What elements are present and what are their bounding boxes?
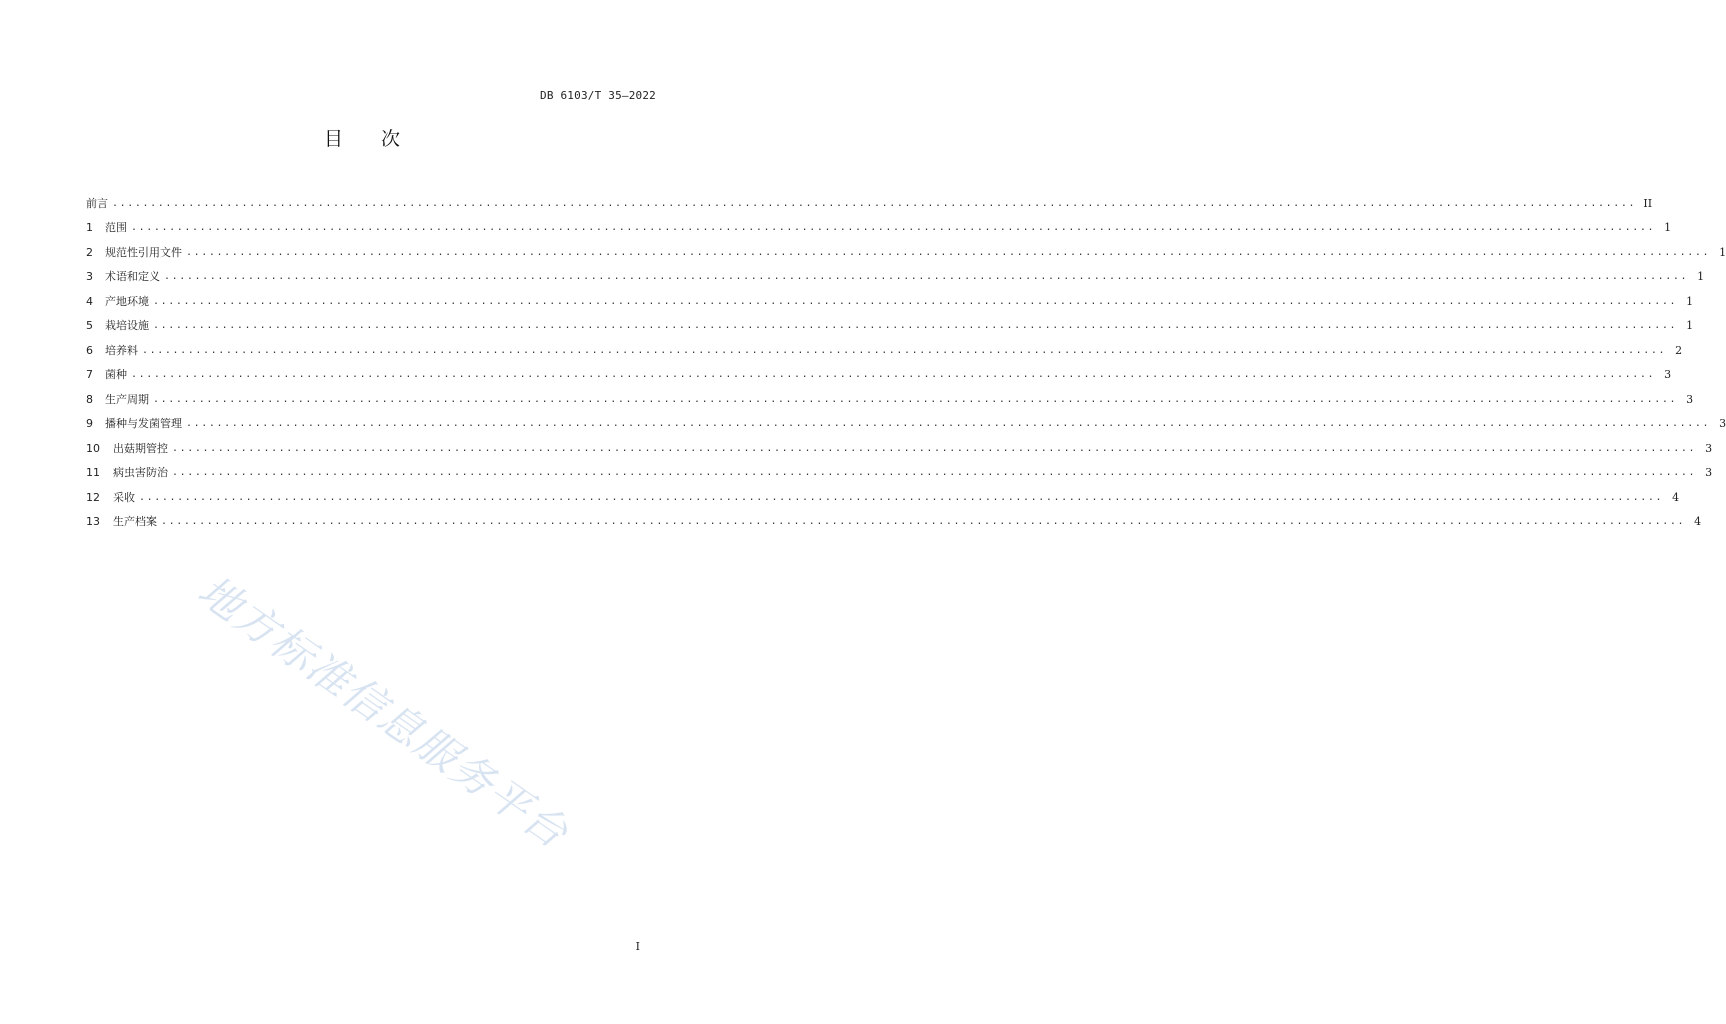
dot-leader: ........................................................................................................................................................................................................ (172, 467, 1697, 478)
toc-entry-number: 1 (86, 221, 93, 234)
toc-entry-number: 3 (86, 270, 93, 283)
toc-entry-label: 生产周期 (105, 392, 149, 406)
toc-entry-page: 3 (1664, 368, 1672, 381)
toc-entry-page: 1 (1664, 221, 1672, 234)
toc-entry-page: 3 (1686, 392, 1694, 406)
toc-entry-label: 出菇期管控 (113, 441, 168, 455)
page-number: I (635, 940, 640, 953)
toc-entry-1[interactable] (86, 211, 1672, 236)
toc-entry-8[interactable] (86, 382, 1694, 407)
dot-leader: ........................................................................................................................................................................................................ (172, 442, 1697, 454)
table-of-contents (86, 186, 1726, 529)
toc-entry-page: 1 (1697, 270, 1705, 283)
toc-entry-number: 5 (86, 319, 93, 332)
toc-entry-number: 4 (86, 294, 93, 308)
toc-entry-page: 1 (1686, 294, 1694, 308)
toc-entry-foreword[interactable] (86, 186, 1653, 211)
toc-entry-10[interactable] (86, 431, 1713, 456)
toc-entry-page: 3 (1705, 441, 1713, 455)
toc-entry-label: 术语和定义 (105, 270, 160, 283)
toc-entry-label: 产地环境 (105, 294, 149, 308)
toc-entry-5[interactable] (86, 309, 1694, 334)
toc-entry-label: 病虫害防治 (113, 466, 168, 479)
toc-entry-13[interactable] (86, 505, 1702, 530)
toc-entry-label: 前言 (86, 196, 108, 210)
toc-entry-label: 播种与发菌管理 (105, 417, 182, 430)
toc-entry-number: 8 (86, 392, 93, 406)
dot-leader: ........................................................................................................................................................................................................ (153, 393, 1678, 405)
dot-leader: ........................................................................................................................................................................................................ (164, 271, 1689, 282)
document-id: DB 6103/T 35—2022 (540, 89, 656, 102)
dot-leader: ........................................................................................................................................................................................................ (153, 320, 1678, 331)
dot-leader: ........................................................................................................................................................................................................ (186, 418, 1711, 429)
toc-entry-3[interactable] (86, 260, 1705, 285)
toc-entry-page: 1 (1686, 319, 1694, 332)
toc-entry-label: 栽培设施 (105, 319, 149, 332)
dot-leader: ........................................................................................................................................................................................................ (139, 491, 1664, 503)
toc-entry-page: 3 (1705, 466, 1713, 479)
toc-entry-page: 1 (1719, 245, 1726, 259)
toc-entry-9[interactable] (86, 407, 1726, 432)
dot-leader: ........................................................................................................................................................................................................ (112, 197, 1637, 209)
toc-entry-page: 2 (1675, 343, 1683, 357)
dot-leader: ........................................................................................................................................................................................................ (161, 516, 1686, 527)
toc-entry-6[interactable] (86, 333, 1683, 358)
toc-entry-page: II (1643, 196, 1653, 210)
toc-entry-label: 规范性引用文件 (105, 245, 182, 259)
toc-entry-number: 6 (86, 343, 93, 357)
toc-entry-4[interactable] (86, 284, 1694, 309)
toc-entry-2[interactable] (86, 235, 1726, 260)
dot-leader: ........................................................................................................................................................................................................ (131, 222, 1656, 233)
toc-title: 目 次 (323, 128, 400, 150)
toc-entry-number: 12 (86, 490, 100, 504)
toc-entry-page: 4 (1694, 515, 1702, 528)
toc-entry-label: 范围 (105, 221, 127, 234)
dot-leader: ........................................................................................................................................................................................................ (153, 295, 1678, 307)
dot-leader: ........................................................................................................................................................................................................ (186, 246, 1711, 258)
toc-entry-label: 菌种 (105, 368, 127, 381)
dot-leader: ........................................................................................................................................................................................................ (131, 369, 1656, 380)
toc-entry-7[interactable] (86, 358, 1672, 383)
toc-entry-label: 采收 (113, 490, 135, 504)
toc-entry-page: 3 (1719, 417, 1726, 430)
toc-entry-12[interactable] (86, 480, 1680, 505)
watermark: 地方标准信息服务平台 (189, 565, 578, 859)
toc-entry-label: 生产档案 (113, 515, 157, 528)
toc-entry-11[interactable] (86, 456, 1713, 481)
toc-entry-number: 7 (86, 368, 93, 381)
toc-entry-page: 4 (1672, 490, 1680, 504)
dot-leader: ........................................................................................................................................................................................................ (142, 344, 1667, 356)
toc-entry-number: 9 (86, 417, 93, 430)
toc-entry-label: 培养料 (105, 343, 138, 357)
toc-entry-number: 13 (86, 515, 100, 528)
toc-entry-number: 11 (86, 466, 100, 479)
toc-entry-number: 2 (86, 245, 93, 259)
toc-entry-number: 10 (86, 441, 100, 455)
